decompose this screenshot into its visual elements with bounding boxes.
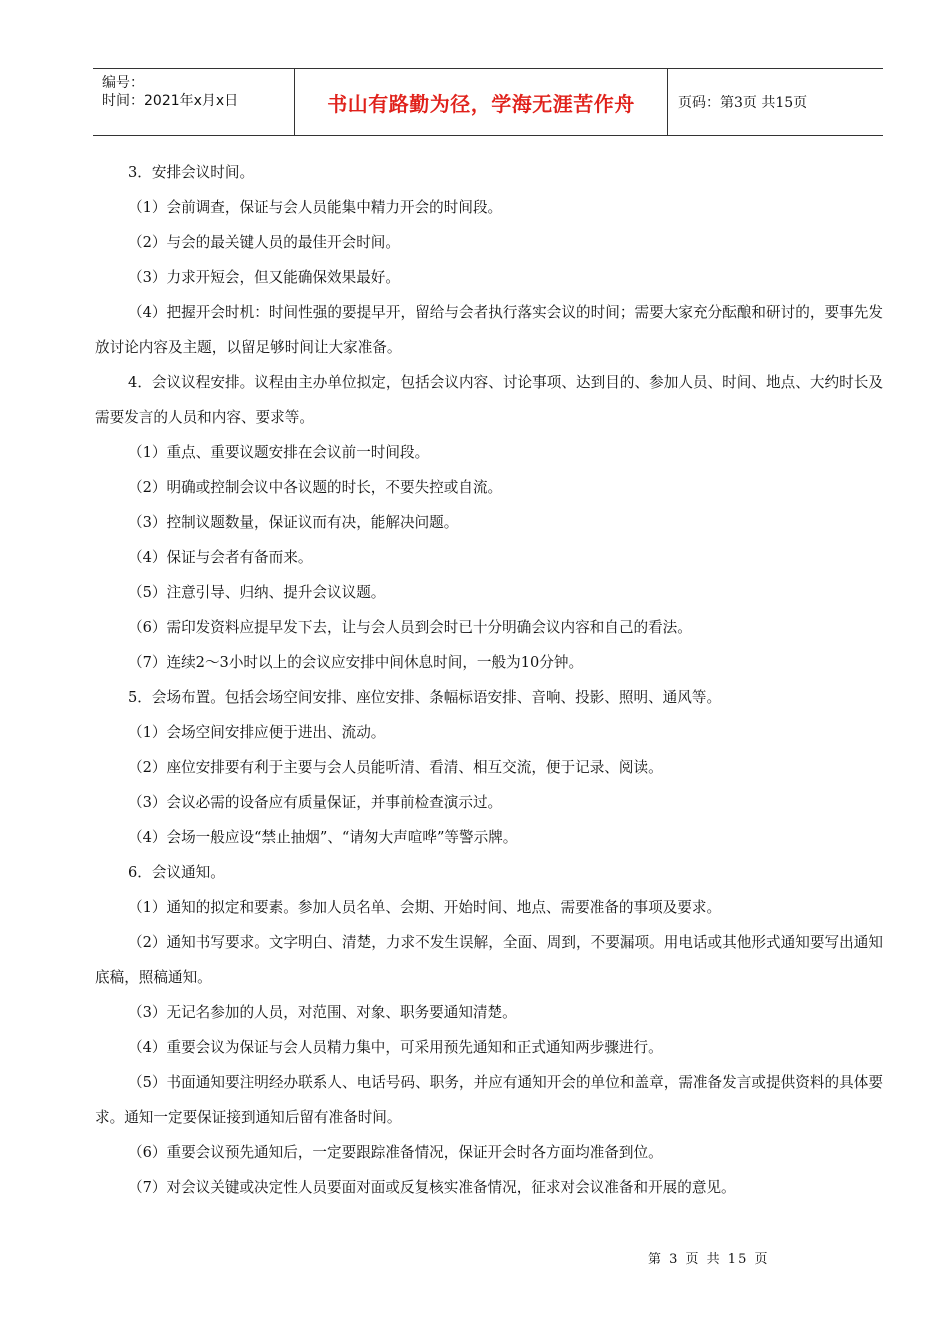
- paragraph: （2）明确或控制会议中各议题的时长，不要失控或自流。: [128, 479, 503, 496]
- paragraph: （2）座位安排要有利于主要与会人员能听清、看清、相互交流，便于记录、阅读。: [128, 759, 663, 776]
- paragraph: （1）通知的拟定和要素。参加人员名单、会期、开始时间、地点、需要准备的事项及要求。: [128, 899, 722, 916]
- paragraph: （2）通知书写要求。文字明白、清楚，力求不发生误解，全面、周到，不要漏项。用电话或其他形式通知要写出通知底稿，照稿通知。: [95, 934, 883, 986]
- paragraph: （2）与会的最关键人员的最佳开会时间。: [128, 234, 400, 251]
- paragraph: （4）保证与会者有备而来。: [128, 549, 313, 566]
- header-left-cell: [93, 69, 295, 135]
- paragraph: （4）把握开会时机：时间性强的要提早开，留给与会者执行落实会议的时间；需要大家充分酝酿和研讨的，要事先发放讨论内容及主题，以留足够时间让大家准备。: [95, 304, 883, 356]
- paragraph: （7）对会议关键或决定性人员要面对面或反复核实准备情况，征求对会议准备和开展的意见。: [128, 1179, 736, 1196]
- paragraph: （4）会场一般应设“禁止抽烟”、“请匆大声喧哗”等警示牌。: [128, 829, 518, 846]
- paragraph: （3）无记名参加的人员，对范围、对象、职务要通知清楚。: [128, 1004, 517, 1021]
- paragraph: （3）力求开短会，但又能确保效果最好。: [128, 269, 400, 286]
- paragraph: 5．会场布置。包括会场空间安排、座位安排、条幅标语安排、音响、投影、照明、通风等。: [128, 689, 722, 706]
- paragraph: （3）会议必需的设备应有质量保证，并事前检查演示过。: [128, 794, 503, 811]
- header-page-info: 页码：第3页 共15页: [678, 95, 808, 111]
- paragraph: （4）重要会议为保证与会人员精力集中，可采用预先通知和正式通知两步骤进行。: [128, 1039, 663, 1056]
- paragraph: 4．会议议程安排。议程由主办单位拟定，包括会议内容、讨论事项、达到目的、参加人员、时间、地点、大约时长及需要发言的人员和内容、要求等。: [95, 374, 883, 426]
- header-page-cell: [668, 69, 883, 135]
- document-time-label: 时间：2021年x月x日: [102, 93, 239, 109]
- document-header: [93, 68, 883, 136]
- paragraph: （1）重点、重要议题安排在会议前一时间段。: [128, 444, 430, 461]
- paragraph: 6．会议通知。: [128, 864, 225, 881]
- paragraph: （1）会场空间安排应便于进出、流动。: [128, 724, 386, 741]
- paragraph: （1）会前调查，保证与会人员能集中精力开会的时间段。: [128, 199, 503, 216]
- paragraph: （6）需印发资料应提早发下去，让与会人员到会时已十分明确会议内容和自己的看法。: [128, 619, 692, 636]
- header-motto-cell: [295, 69, 668, 135]
- document-body: [95, 155, 883, 1205]
- header-motto: 书山有路勤为径，学海无涯苦作舟: [327, 91, 635, 116]
- paragraph: （7）连续2～3小时以上的会议应安排中间休息时间，一般为10分钟。: [128, 654, 584, 671]
- paragraph: （5）书面通知要注明经办联系人、电话号码、职务，并应有通知开会的单位和盖章，需准备发言或提供资料的具体要求。通知一定要保证接到通知后留有准备时间。: [95, 1074, 883, 1126]
- paragraph: （5）注意引导、归纳、提升会议议题。: [128, 584, 386, 601]
- document-number-label: 编号：: [102, 75, 144, 91]
- page-footer: 第 3 页 共 15 页: [648, 1252, 770, 1267]
- paragraph: （6）重要会议预先通知后，一定要跟踪准备情况，保证开会时各方面均准备到位。: [128, 1144, 663, 1161]
- paragraph: （3）控制议题数量，保证议而有决，能解决问题。: [128, 514, 459, 531]
- paragraph: 3．安排会议时间。: [128, 164, 255, 181]
